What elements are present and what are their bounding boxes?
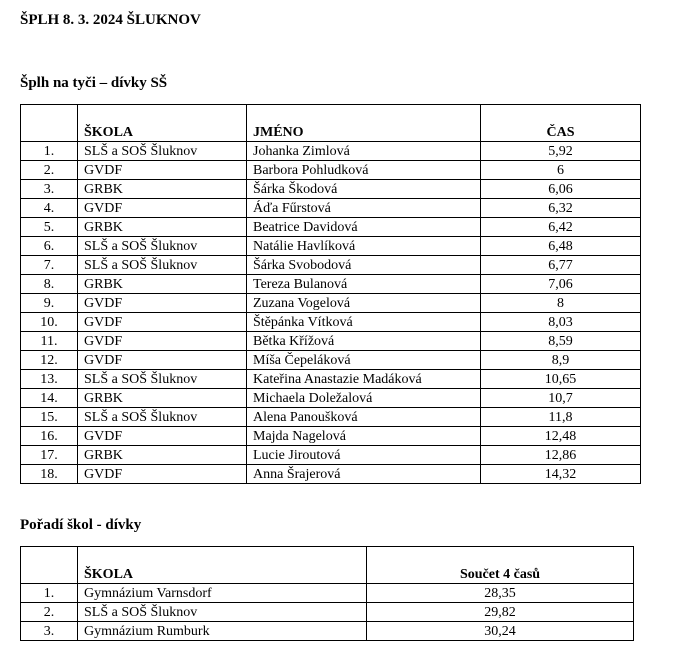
school-cell: Gymnázium Varnsdorf — [78, 584, 367, 603]
table-row — [21, 427, 641, 446]
name-cell: Majda Nagelová — [247, 427, 481, 446]
time-cell: 12,48 — [481, 427, 641, 446]
table-row — [21, 294, 641, 313]
time-cell: 12,86 — [481, 446, 641, 465]
school-cell: GRBK — [78, 389, 247, 408]
table-row — [21, 256, 641, 275]
school-cell: GRBK — [78, 180, 247, 199]
rank-cell: 4. — [21, 199, 78, 218]
rank-cell: 3. — [21, 622, 78, 641]
column-header-school: ŠKOLA — [78, 105, 247, 142]
school-cell: SLŠ a SOŠ Šluknov — [78, 237, 247, 256]
table-row — [21, 584, 634, 603]
rank-cell: 8. — [21, 275, 78, 294]
name-cell: Johanka Zimlová — [247, 142, 481, 161]
table-row — [21, 218, 641, 237]
rank-cell: 2. — [21, 161, 78, 180]
column-header-time: ČAS — [481, 105, 641, 142]
time-cell: 10,65 — [481, 370, 641, 389]
rank-cell: 12. — [21, 351, 78, 370]
section-heading-climbing: Šplh na tyči – dívky SŠ — [20, 75, 168, 91]
rank-cell: 17. — [21, 446, 78, 465]
school-cell: GVDF — [78, 332, 247, 351]
school-cell: SLŠ a SOŠ Šluknov — [78, 408, 247, 427]
table-row — [21, 199, 641, 218]
table-row — [21, 142, 641, 161]
time-cell: 8,03 — [481, 313, 641, 332]
rank-cell: 15. — [21, 408, 78, 427]
rank-cell: 1. — [21, 142, 78, 161]
name-cell: Beatrice Davidová — [247, 218, 481, 237]
name-cell: Míša Čepeláková — [247, 351, 481, 370]
school-cell: SLŠ a SOŠ Šluknov — [78, 142, 247, 161]
results-table-individuals — [20, 104, 641, 484]
school-cell: SLŠ a SOŠ Šluknov — [78, 370, 247, 389]
name-cell: Alena Panoušková — [247, 408, 481, 427]
name-cell: Bětka Křížová — [247, 332, 481, 351]
school-cell: GVDF — [78, 294, 247, 313]
document-title: ŠPLH 8. 3. 2024 ŠLUKNOV — [20, 12, 201, 28]
table-row — [21, 622, 634, 641]
results-table-schools — [20, 546, 634, 641]
school-cell: GVDF — [78, 427, 247, 446]
time-cell: 6 — [481, 161, 641, 180]
rank-cell: 11. — [21, 332, 78, 351]
school-cell: GRBK — [78, 218, 247, 237]
name-cell: Kateřina Anastazie Madáková — [247, 370, 481, 389]
time-cell: 6,32 — [481, 199, 641, 218]
table-row — [21, 351, 641, 370]
time-sum-cell: 30,24 — [367, 622, 634, 641]
column-header-rank — [21, 105, 78, 142]
time-cell: 8 — [481, 294, 641, 313]
school-cell: GVDF — [78, 351, 247, 370]
name-cell: Áďa Fűrstová — [247, 199, 481, 218]
rank-cell: 2. — [21, 603, 78, 622]
table-header-row — [21, 105, 641, 142]
name-cell: Tereza Bulanová — [247, 275, 481, 294]
time-sum-cell: 28,35 — [367, 584, 634, 603]
rank-cell: 13. — [21, 370, 78, 389]
rank-cell: 10. — [21, 313, 78, 332]
time-cell: 5,92 — [481, 142, 641, 161]
table-row — [21, 180, 641, 199]
time-cell: 14,32 — [481, 465, 641, 484]
name-cell: Michaela Doležalová — [247, 389, 481, 408]
name-cell: Lucie Jiroutová — [247, 446, 481, 465]
rank-cell: 6. — [21, 237, 78, 256]
table-row — [21, 465, 641, 484]
rank-cell: 1. — [21, 584, 78, 603]
time-cell: 6,77 — [481, 256, 641, 275]
time-cell: 6,42 — [481, 218, 641, 237]
school-table-body — [21, 584, 634, 641]
rank-cell: 5. — [21, 218, 78, 237]
time-cell: 7,06 — [481, 275, 641, 294]
section-heading-school-ranking: Pořadí škol - dívky — [20, 517, 142, 533]
name-cell: Šárka Svobodová — [247, 256, 481, 275]
school-cell: SLŠ a SOŠ Šluknov — [78, 256, 247, 275]
time-cell: 6,06 — [481, 180, 641, 199]
results-table-body — [21, 142, 641, 484]
table-row — [21, 603, 634, 622]
name-cell: Anna Šrajerová — [247, 465, 481, 484]
time-cell: 10,7 — [481, 389, 641, 408]
column-header-time-sum: Součet 4 časů — [367, 547, 634, 584]
school-cell: SLŠ a SOŠ Šluknov — [78, 603, 367, 622]
table-row — [21, 313, 641, 332]
rank-cell: 14. — [21, 389, 78, 408]
time-sum-cell: 29,82 — [367, 603, 634, 622]
table-row — [21, 161, 641, 180]
table-row — [21, 237, 641, 256]
school-cell: GVDF — [78, 465, 247, 484]
table-row — [21, 332, 641, 351]
time-cell: 8,59 — [481, 332, 641, 351]
table-header-row — [21, 547, 634, 584]
name-cell: Štěpánka Vítková — [247, 313, 481, 332]
rank-cell: 9. — [21, 294, 78, 313]
table-row — [21, 370, 641, 389]
name-cell: Zuzana Vogelová — [247, 294, 481, 313]
time-cell: 8,9 — [481, 351, 641, 370]
school-cell: Gymnázium Rumburk — [78, 622, 367, 641]
column-header-school: ŠKOLA — [78, 547, 367, 584]
rank-cell: 3. — [21, 180, 78, 199]
table-row — [21, 408, 641, 427]
school-cell: GVDF — [78, 199, 247, 218]
rank-cell: 18. — [21, 465, 78, 484]
rank-cell: 7. — [21, 256, 78, 275]
table-row — [21, 275, 641, 294]
column-header-name: JMÉNO — [247, 105, 481, 142]
name-cell: Natálie Havlíková — [247, 237, 481, 256]
school-cell: GRBK — [78, 446, 247, 465]
time-cell: 11,8 — [481, 408, 641, 427]
rank-cell: 16. — [21, 427, 78, 446]
school-cell: GVDF — [78, 161, 247, 180]
name-cell: Šárka Škodová — [247, 180, 481, 199]
time-cell: 6,48 — [481, 237, 641, 256]
column-header-rank — [21, 547, 78, 584]
table-row — [21, 446, 641, 465]
name-cell: Barbora Pohludková — [247, 161, 481, 180]
school-cell: GRBK — [78, 275, 247, 294]
table-row — [21, 389, 641, 408]
school-cell: GVDF — [78, 313, 247, 332]
